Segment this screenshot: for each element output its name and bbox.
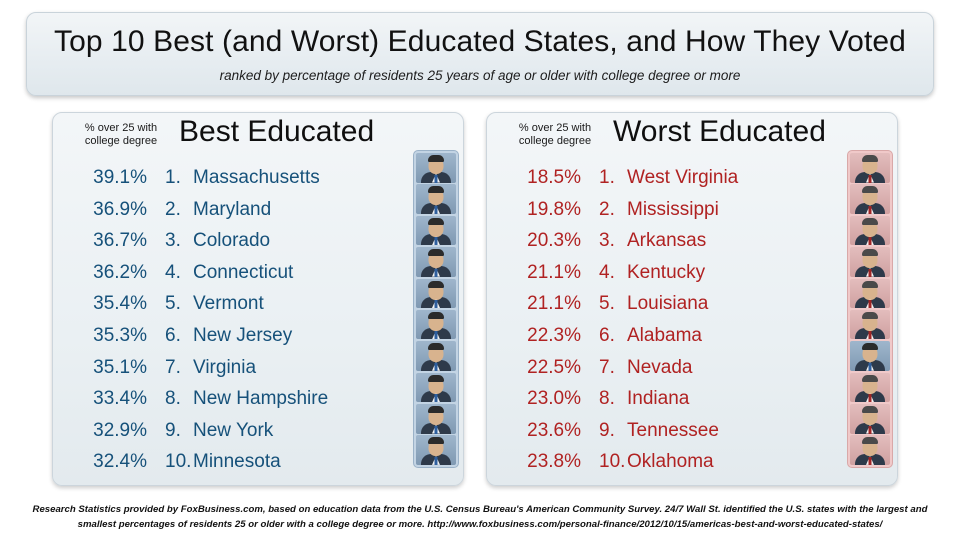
romney-portrait-icon [850, 247, 890, 277]
table-row [53, 388, 463, 420]
obama-portrait-icon [416, 404, 456, 434]
row-state-name: West Virginia [627, 167, 739, 188]
row-state [159, 388, 328, 410]
row-state [593, 262, 705, 284]
romney-portrait-icon [850, 310, 890, 340]
row-state [593, 230, 706, 252]
row-rank: 2. [599, 198, 615, 220]
row-state [159, 325, 292, 347]
row-state [593, 451, 714, 473]
row-state [159, 293, 264, 315]
source-note-line2: smallest percentages of residents 25 or older with a college degree or more. http://www.foxbusiness.com/personal-finance/2012/10/15/americas-best-and-worst-educated-states/ [77, 519, 883, 530]
panel-worst-educated [486, 112, 898, 486]
photo-strip-best [413, 150, 459, 468]
table-row [487, 262, 897, 294]
row-rank: 6. [165, 324, 181, 346]
panel-best-header [53, 113, 463, 167]
row-percentage: 32.9% [93, 419, 147, 441]
romney-portrait-icon [850, 279, 890, 309]
row-rank: 5. [165, 293, 181, 315]
row-state-name: New Jersey [193, 324, 293, 346]
row-rank: 2. [165, 198, 181, 220]
row-percentage: 36.2% [93, 261, 147, 283]
row-state-name: Maryland [193, 198, 272, 220]
row-percentage: 35.4% [93, 293, 147, 315]
table-row [487, 167, 897, 199]
row-rank: 1. [599, 167, 615, 188]
source-note-line1: Research Statistics provided by FoxBusiness.com, based on education data from the U.S. Census Bureau's American Community Survey. 24/7 Wall St. identified the U.S. states with the largest and [32, 504, 928, 515]
row-rank: 3. [599, 230, 615, 252]
axis-label-worst: % over 25 with college degree [518, 122, 592, 147]
row-rank: 1. [165, 167, 181, 188]
table-row [487, 325, 897, 357]
row-state [159, 262, 293, 284]
row-rank: 10. [165, 451, 192, 473]
list-worst-educated [487, 167, 897, 483]
row-state [159, 230, 270, 252]
romney-portrait-icon [850, 435, 890, 465]
obama-portrait-icon [416, 247, 456, 277]
row-rank: 4. [599, 261, 615, 283]
row-rank: 7. [165, 356, 181, 378]
row-rank: 9. [599, 419, 615, 441]
page-title: Top 10 Best (and Worst) Educated States, and How They Voted [54, 25, 906, 58]
table-row [487, 420, 897, 452]
obama-portrait-icon [416, 341, 456, 371]
row-percentage: 36.7% [93, 230, 147, 252]
row-state-name: Nevada [627, 356, 693, 378]
romney-portrait-icon [850, 184, 890, 214]
source-note [0, 502, 960, 532]
table-row [53, 357, 463, 389]
row-state-name: Indiana [627, 388, 690, 410]
table-row [487, 388, 897, 420]
row-state-name: Oklahoma [627, 451, 714, 473]
row-state-name: Arkansas [627, 230, 707, 252]
row-percentage: 21.1% [527, 261, 581, 283]
obama-portrait-icon [416, 279, 456, 309]
row-percentage: 23.0% [527, 388, 581, 410]
obama-portrait-icon [850, 341, 890, 371]
obama-portrait-icon [416, 373, 456, 403]
row-state-name: Mississippi [627, 198, 719, 220]
row-state [159, 357, 256, 379]
table-row [53, 325, 463, 357]
row-state-name: Virginia [193, 356, 257, 378]
row-state [159, 199, 271, 221]
row-percentage: 35.3% [93, 324, 147, 346]
row-state-name: Louisiana [627, 293, 709, 315]
row-rank: 6. [599, 324, 615, 346]
row-rank: 8. [165, 388, 181, 410]
romney-portrait-icon [850, 153, 890, 183]
table-row [487, 230, 897, 262]
row-state-name: Connecticut [193, 261, 294, 283]
list-best-educated [53, 167, 463, 483]
table-row [487, 293, 897, 325]
table-row [53, 262, 463, 294]
row-state-name: New York [193, 419, 274, 441]
row-rank: 5. [599, 293, 615, 315]
row-percentage: 36.9% [93, 198, 147, 220]
row-state [159, 451, 281, 473]
row-rank: 10. [599, 451, 626, 473]
row-percentage: 20.3% [527, 230, 581, 252]
table-row [53, 293, 463, 325]
row-state [159, 167, 320, 189]
row-percentage: 19.8% [527, 198, 581, 220]
photo-strip-worst [847, 150, 893, 468]
panel-best-educated [52, 112, 464, 486]
romney-portrait-icon [850, 216, 890, 246]
row-rank: 7. [599, 356, 615, 378]
row-state-name: Massachusetts [193, 167, 320, 188]
row-percentage: 33.4% [93, 388, 147, 410]
row-state [159, 420, 273, 442]
row-percentage: 21.1% [527, 293, 581, 315]
table-row [53, 420, 463, 452]
romney-portrait-icon [850, 373, 890, 403]
row-state [593, 357, 693, 379]
row-percentage: 18.5% [527, 167, 581, 188]
row-state [593, 420, 719, 442]
row-rank: 4. [165, 261, 181, 283]
table-row [487, 451, 897, 483]
obama-portrait-icon [416, 216, 456, 246]
row-percentage: 23.6% [527, 419, 581, 441]
row-state-name: Minnesota [193, 451, 281, 473]
row-state-name: Kentucky [627, 261, 706, 283]
row-state-name: Tennessee [627, 419, 719, 441]
row-state-name: Colorado [193, 230, 271, 252]
table-row [487, 199, 897, 231]
row-state-name: Alabama [627, 324, 702, 346]
row-state [593, 199, 719, 221]
table-row [53, 451, 463, 483]
panel-best-title: Best Educated [179, 115, 375, 148]
page-subtitle: ranked by percentage of residents 25 years of age or older with college degree or more [219, 68, 741, 83]
obama-portrait-icon [416, 310, 456, 340]
row-percentage: 22.3% [527, 324, 581, 346]
row-rank: 9. [165, 419, 181, 441]
obama-portrait-icon [416, 435, 456, 465]
row-percentage: 22.5% [527, 356, 581, 378]
row-percentage: 32.4% [93, 451, 147, 473]
row-state-name: New Hampshire [193, 388, 329, 410]
header-card [26, 12, 934, 96]
obama-portrait-icon [416, 184, 456, 214]
table-row [487, 357, 897, 389]
romney-portrait-icon [850, 404, 890, 434]
row-state [593, 293, 708, 315]
row-state [593, 325, 702, 347]
table-row [53, 167, 463, 199]
row-rank: 3. [165, 230, 181, 252]
table-row [53, 199, 463, 231]
obama-portrait-icon [416, 153, 456, 183]
row-state [593, 167, 738, 189]
row-state [593, 388, 689, 410]
axis-label-best: % over 25 with college degree [84, 122, 158, 147]
table-row [53, 230, 463, 262]
row-rank: 8. [599, 388, 615, 410]
panel-worst-title: Worst Educated [613, 115, 826, 148]
row-percentage: 23.8% [527, 451, 581, 473]
panel-worst-header [487, 113, 897, 167]
row-state-name: Vermont [193, 293, 264, 315]
row-percentage: 35.1% [93, 356, 147, 378]
row-percentage: 39.1% [93, 167, 147, 188]
